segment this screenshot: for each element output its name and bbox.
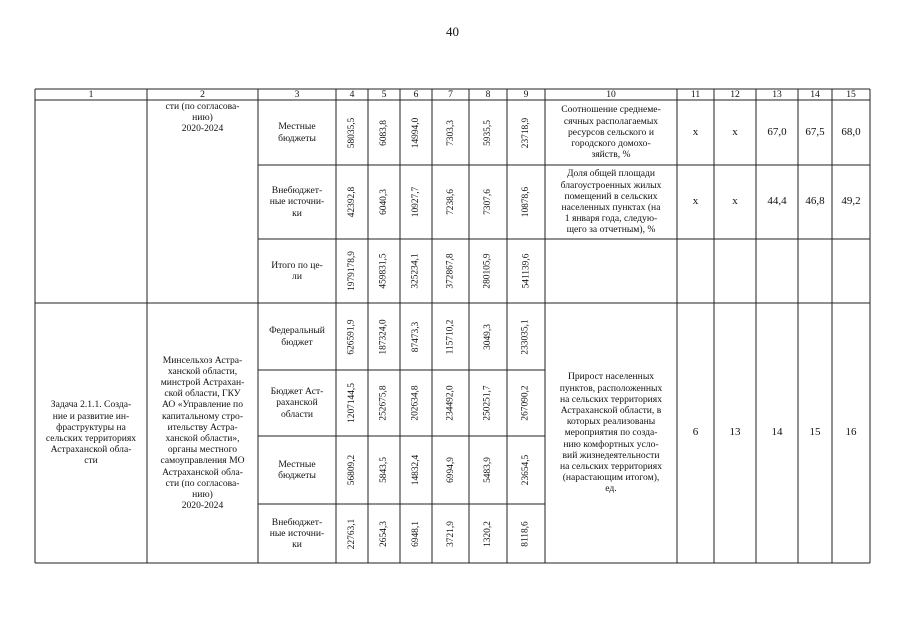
header-cell: 8 <box>485 89 491 100</box>
value-cell: 459831,5 <box>379 253 389 289</box>
funding-source-cell: Местные бюджеты <box>278 121 316 144</box>
header-cell: 6 <box>413 89 419 100</box>
value-cell: 23654,5 <box>521 454 531 486</box>
target-cell: х <box>692 195 699 208</box>
task-cell: Задача 2.1.1. Созда- ние и развитие ин- фраструктуры на сельских территориях Астраханской обла- сти <box>45 399 137 467</box>
value-cell: 10878,6 <box>521 186 531 218</box>
value-cell: 56809,2 <box>347 454 357 486</box>
target-cell: 14 <box>771 426 783 439</box>
header-cell: 12 <box>730 89 740 100</box>
value-cell: 8118,6 <box>521 520 531 547</box>
header-cell: 3 <box>294 89 300 100</box>
target-cell: 44,4 <box>767 195 787 208</box>
header-cell: 4 <box>349 89 355 100</box>
target-cell: 13 <box>729 426 741 439</box>
value-cell: 42392,8 <box>347 186 357 218</box>
value-cell: 6948,1 <box>411 520 421 547</box>
value-cell: 22763,1 <box>347 518 357 549</box>
value-cell: 280105,9 <box>483 253 493 289</box>
page-number: 40 <box>446 24 459 39</box>
funding-source-cell: Бюджет Аст- раханской области <box>270 386 324 420</box>
value-cell: 202634,8 <box>411 385 421 421</box>
value-cell: 115710,2 <box>445 319 456 354</box>
target-cell: х <box>732 195 738 208</box>
value-cell: 14832,4 <box>411 454 421 486</box>
value-cell: 5935,5 <box>483 119 493 146</box>
target-cell: 15 <box>809 426 821 439</box>
value-cell: 1979178,9 <box>347 251 357 291</box>
value-cell: 23718,9 <box>521 117 531 148</box>
indicator-cell: Соотношение среднеме- сячных располагаемых ресурсов сельского и городского домохо- зяйств, % <box>561 104 661 161</box>
header-cell: 11 <box>690 89 701 100</box>
value-cell: 2654,3 <box>379 520 389 547</box>
target-cell: 46,8 <box>805 195 825 208</box>
header-cell: 2 <box>200 89 205 100</box>
value-cell: 250251,7 <box>483 385 493 421</box>
funding-source-cell: Федеральный бюджет <box>269 325 325 348</box>
value-cell: 626591,9 <box>347 318 357 355</box>
value-cell: 1207144,5 <box>347 383 357 423</box>
value-cell: 6994,9 <box>445 457 456 483</box>
value-cell: 187324,0 <box>379 318 389 355</box>
header-cell: 14 <box>810 89 820 100</box>
value-cell: 6040,3 <box>379 189 389 215</box>
indicator-cell: Прирост населенных пунктов, расположенных на сельских территориях Астраханской области, в которых реализованы мероприятия по созда- нию комфортных усло- вий жизнедеятельности на сельских территориях (нарастающим итогом), ед. <box>559 371 663 495</box>
value-cell: 252675,8 <box>379 385 389 421</box>
header-cell: 9 <box>523 89 529 100</box>
value-cell: 541139,6 <box>521 253 531 289</box>
target-cell: 67,0 <box>767 125 787 138</box>
header-cell: 5 <box>381 89 387 100</box>
funding-source-cell: Местные бюджеты <box>278 458 316 481</box>
executor-cell: сти (по согласова- нию) 2020-2024 <box>165 101 240 135</box>
value-cell: 372867,8 <box>445 253 456 289</box>
value-cell: 3721,9 <box>445 520 456 547</box>
target-cell: 67,5 <box>805 125 825 138</box>
value-cell: 7238,6 <box>445 189 456 215</box>
target-cell: 68,0 <box>841 125 861 138</box>
executor-cell: Минсельхоз Астра- ханской области, минстрой Астрахан- ской области, ГКУ АО «Управление по капитальному стро- ительству Астра- ханской области», органы местного самоуправления МО Астраханской обла- сти (по согласова- нию) 2020-2024 <box>160 354 245 512</box>
value-cell: 6083,8 <box>379 119 389 146</box>
value-cell: 267090,2 <box>521 385 531 421</box>
value-cell: 10927,7 <box>411 186 421 218</box>
target-cell: х <box>732 125 738 138</box>
header-cell: 1 <box>88 89 94 100</box>
funding-source-cell: Внебюджет- ные источни- ки <box>269 516 325 551</box>
target-cell: х <box>692 125 699 138</box>
header-cell: 13 <box>772 89 782 100</box>
header-cell: 15 <box>846 89 856 100</box>
funding-source-cell: Внебюджет- ные источни- ки <box>269 185 325 219</box>
value-cell: 325234,1 <box>411 253 421 289</box>
value-cell: 233035,1 <box>521 318 531 355</box>
target-cell: 6 <box>692 426 699 439</box>
value-cell: 3049,3 <box>483 323 493 350</box>
header-cell: 10 <box>606 89 616 100</box>
value-cell: 5483,9 <box>483 457 493 483</box>
value-cell: 5843,5 <box>379 457 389 483</box>
value-cell: 234492,0 <box>445 385 456 421</box>
target-cell: 16 <box>845 426 857 439</box>
funding-source-cell: Итого по це- ли <box>271 259 323 282</box>
value-cell: 7303,3 <box>445 119 456 146</box>
indicator-cell: Доля общей площади благоустроенных жилых помещений в сельских населенных пунктах (на 1 января года, следую- щего за отчетным), % <box>560 168 662 236</box>
value-cell: 58035,5 <box>347 117 357 148</box>
value-cell: 1320,2 <box>483 520 493 547</box>
value-cell: 7307,6 <box>483 189 493 215</box>
value-cell: 14994,0 <box>411 117 421 148</box>
target-cell: 49,2 <box>841 195 861 208</box>
header-cell: 7 <box>448 89 453 100</box>
value-cell: 87473,3 <box>411 321 421 352</box>
